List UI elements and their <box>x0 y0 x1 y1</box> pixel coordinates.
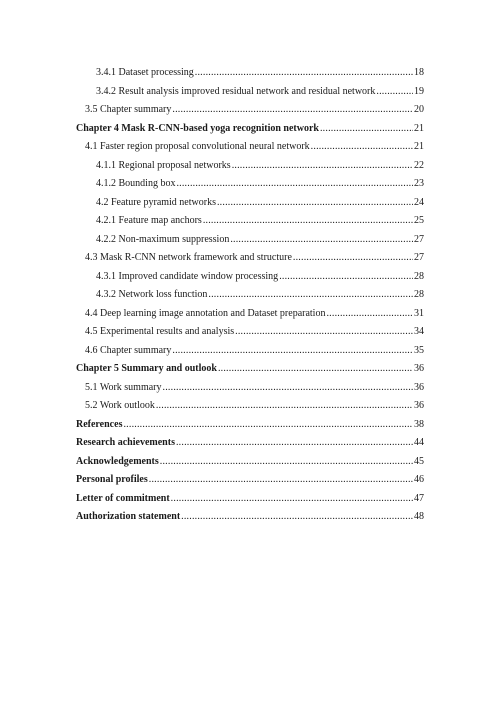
toc-entry-title: 3.4.2 Result analysis improved residual network and residual network <box>96 85 376 97</box>
toc-entry-title: Acknowledgements <box>76 455 159 467</box>
toc-dot-leader <box>163 379 413 398</box>
toc-entry-page: 38 <box>414 418 424 430</box>
toc-chapter-entry[interactable] <box>76 508 424 527</box>
toc-dot-leader <box>171 490 413 509</box>
toc-entry-page: 20 <box>414 104 424 115</box>
toc-entry[interactable] <box>76 101 424 120</box>
toc-entry-page: 36 <box>414 363 424 374</box>
toc-entry-title: Authorization statement <box>76 511 181 522</box>
toc-dot-leader <box>326 305 413 324</box>
toc-entry-title: 4.1.1 Regional proposal networks <box>96 159 231 171</box>
toc-entry-title: 5.1 Work summary <box>85 381 162 393</box>
toc-entry[interactable] <box>76 397 424 416</box>
toc-dot-leader <box>172 342 413 361</box>
toc-entry-title: 4.2.2 Non-maximum suppression <box>96 233 230 245</box>
toc-entry-page: 19 <box>414 85 424 97</box>
toc-entry-title: 4.3.2 Network loss function <box>96 289 208 300</box>
toc-entry-page: 47 <box>414 492 424 504</box>
toc-entry-title: Research achievements <box>76 437 175 448</box>
toc-dot-leader <box>279 268 413 287</box>
toc-entry[interactable] <box>76 268 424 287</box>
toc-dot-leader <box>149 471 413 490</box>
toc-dot-leader <box>176 434 413 453</box>
toc-dot-leader <box>203 212 413 231</box>
toc-entry-title: Chapter 4 Mask R-CNN-based yoga recognition network <box>76 122 319 134</box>
toc-entry-title: 4.2.1 Feature map anchors <box>96 215 202 226</box>
toc-entry-page: 31 <box>414 307 424 319</box>
toc-entry-title: 4.2 Feature pyramid networks <box>96 196 216 208</box>
toc-entry[interactable] <box>76 83 424 102</box>
toc-entry-page: 28 <box>414 289 424 300</box>
toc-entry-page: 27 <box>414 233 424 245</box>
toc-entry-page: 36 <box>414 381 424 393</box>
toc-chapter-entry[interactable] <box>76 471 424 490</box>
toc-dot-leader <box>181 508 413 527</box>
toc-entry-title: Personal profiles <box>76 474 148 485</box>
toc-entry-title: 3.4.1 Dataset processing <box>96 67 194 78</box>
toc-entry-title: 4.1.2 Bounding box <box>96 178 176 189</box>
toc-dot-leader <box>123 416 413 435</box>
toc-entry-page: 34 <box>414 326 424 337</box>
toc-dot-leader <box>230 231 413 250</box>
toc-entry[interactable] <box>76 323 424 342</box>
toc-entry[interactable] <box>76 249 424 268</box>
toc-chapter-entry[interactable] <box>76 360 424 379</box>
toc-entry[interactable] <box>76 286 424 305</box>
toc-dot-leader <box>235 323 413 342</box>
toc-entry[interactable] <box>76 379 424 398</box>
toc-dot-leader <box>208 286 413 305</box>
toc-entry-page: 48 <box>414 511 424 522</box>
toc-entry-page: 46 <box>414 474 424 485</box>
toc-entry-page: 28 <box>414 270 424 282</box>
toc-dot-leader <box>156 397 413 416</box>
toc-chapter-entry[interactable] <box>76 453 424 472</box>
toc-entry-page: 27 <box>414 252 424 263</box>
toc-entry-page: 23 <box>414 178 424 189</box>
toc-dot-leader <box>195 64 413 83</box>
toc-entry-title: 4.1 Faster region proposal convolutional neural network <box>85 141 310 152</box>
toc-entry-page: 36 <box>414 400 424 411</box>
toc-dot-leader <box>232 157 413 176</box>
toc-entry-title: Letter of commitment <box>76 492 170 504</box>
toc-chapter-entry[interactable] <box>76 490 424 509</box>
toc-dot-leader <box>320 120 413 139</box>
toc-dot-leader <box>217 194 413 213</box>
toc-entry-title: 4.5 Experimental results and analysis <box>85 326 235 337</box>
toc-entry[interactable] <box>76 305 424 324</box>
toc-entry-page: 45 <box>414 455 424 467</box>
toc-entry[interactable] <box>76 64 424 83</box>
toc-entry-page: 25 <box>414 215 424 226</box>
toc-entry-page: 21 <box>414 122 424 134</box>
toc-entry-title: 4.3 Mask R-CNN network framework and structure <box>85 252 292 263</box>
toc-entry-title: Chapter 5 Summary and outlook <box>76 363 217 374</box>
toc-dot-leader <box>172 101 413 120</box>
toc-dot-leader <box>218 360 413 379</box>
toc-entry-page: 21 <box>414 141 424 152</box>
toc-entry-page: 18 <box>414 67 424 78</box>
toc-entry-title: 4.6 Chapter summary <box>85 344 172 356</box>
toc-chapter-entry[interactable] <box>76 434 424 453</box>
toc-dot-leader <box>376 83 413 102</box>
toc-dot-leader <box>160 453 413 472</box>
toc-chapter-entry[interactable] <box>76 416 424 435</box>
toc-dot-leader <box>176 175 413 194</box>
toc-entry[interactable] <box>76 231 424 250</box>
toc-chapter-entry[interactable] <box>76 120 424 139</box>
toc-dot-leader <box>293 249 413 268</box>
toc-entry-title: 4.3.1 Improved candidate window processing <box>96 270 279 282</box>
toc-entry[interactable] <box>76 342 424 361</box>
toc-dot-leader <box>311 138 413 157</box>
toc-entry-page: 35 <box>414 344 424 356</box>
toc-entry[interactable] <box>76 212 424 231</box>
toc-entry-title: 4.4 Deep learning image annotation and Dataset preparation <box>85 307 326 319</box>
toc-entry-page: 24 <box>414 196 424 208</box>
toc-entry[interactable] <box>76 175 424 194</box>
toc-entry-title: References <box>76 418 123 430</box>
toc-entry[interactable] <box>76 194 424 213</box>
toc-entry-page: 44 <box>414 437 424 448</box>
table-of-contents <box>76 64 424 527</box>
toc-entry[interactable] <box>76 157 424 176</box>
toc-entry-title: 5.2 Work outlook <box>85 400 155 411</box>
toc-entry[interactable] <box>76 138 424 157</box>
toc-entry-title: 3.5 Chapter summary <box>85 104 172 115</box>
toc-entry-page: 22 <box>414 159 424 171</box>
